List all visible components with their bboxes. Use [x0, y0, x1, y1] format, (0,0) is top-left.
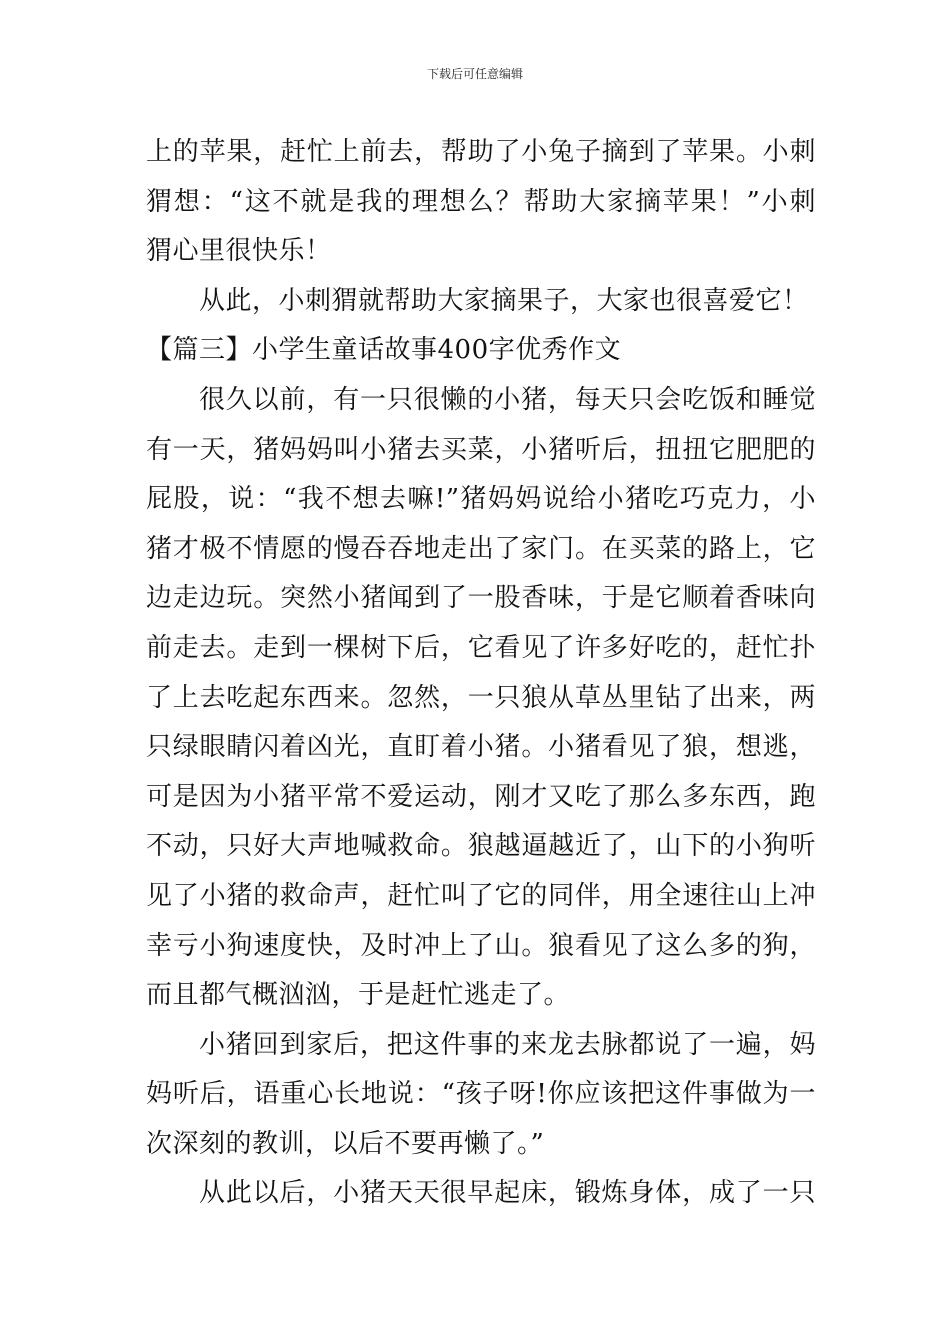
document-body	[146, 128, 816, 1219]
text-line: 了上去吃起东西来。忽然，一只狼从草丛里钻了出来，两	[146, 682, 816, 713]
text-line: 边走边玩。突然小猪闻到了一股香味，于是它顺着香味向	[146, 583, 816, 614]
text-line: 屁股，说：“我不想去嘛!”猪妈妈说给小猪吃巧克力，小	[146, 484, 816, 515]
text-line: 上的苹果，赶忙上前去，帮助了小兔子摘到了苹果。小刺	[146, 137, 816, 167]
text-line: 妈听后，语重心长地说：“孩子呀!你应该把这件事做为一	[146, 1079, 816, 1110]
text-line: 只绿眼睛闪着凶光，直盯着小猪。小猪看见了狼，想逃，	[146, 732, 816, 763]
text-line: 猬心里很快乐！	[146, 236, 332, 267]
text-line: 很久以前，有一只很懒的小猪，每天只会吃饭和睡觉	[199, 384, 816, 415]
text-line: 见了小猪的救命声，赶忙叫了它的同伴，用全速往山上冲	[146, 880, 816, 911]
text-line: 猬想：“这不就是我的理想么？帮助大家摘苹果！”小刺	[146, 186, 816, 217]
page-header: 下载后可任意编辑	[426, 67, 523, 81]
text-line: 不动，只好大声地喊救命。狼越逼越近了，山下的小狗听	[146, 831, 816, 862]
text-line: 前走去。走到一棵树下后，它看见了许多好吃的，赶忙扑	[146, 632, 816, 663]
section-heading: 【篇三】小学生童话故事400字优秀作文	[146, 335, 622, 366]
text-line: 次深刻的教训，以后不要再懒了。”	[146, 1128, 545, 1159]
text-line: 从此以后，小猪天天很早起床，锻炼身体，成了一只	[199, 1178, 816, 1209]
text-line: 有一天，猪妈妈叫小猪去买菜，小猪听后，扭扭它肥肥的	[146, 434, 816, 465]
text-line: 幸亏小狗速度快，及时冲上了山。狼看见了这么多的狗，	[146, 930, 816, 961]
text-line: 而且都气概汹汹，于是赶忙逃走了。	[146, 980, 571, 1011]
text-line: 小猪回到家后，把这件事的来龙去脉都说了一遍，妈	[199, 1029, 816, 1060]
text-line: 可是因为小猪平常不爱运动，刚才又吃了那么多东西，跑	[146, 781, 816, 812]
text-line: 从此，小刺猬就帮助大家摘果子，大家也很喜爱它！	[199, 285, 809, 316]
text-line: 猪才极不情愿的慢吞吞地走出了家门。在买菜的路上，它	[146, 533, 816, 564]
